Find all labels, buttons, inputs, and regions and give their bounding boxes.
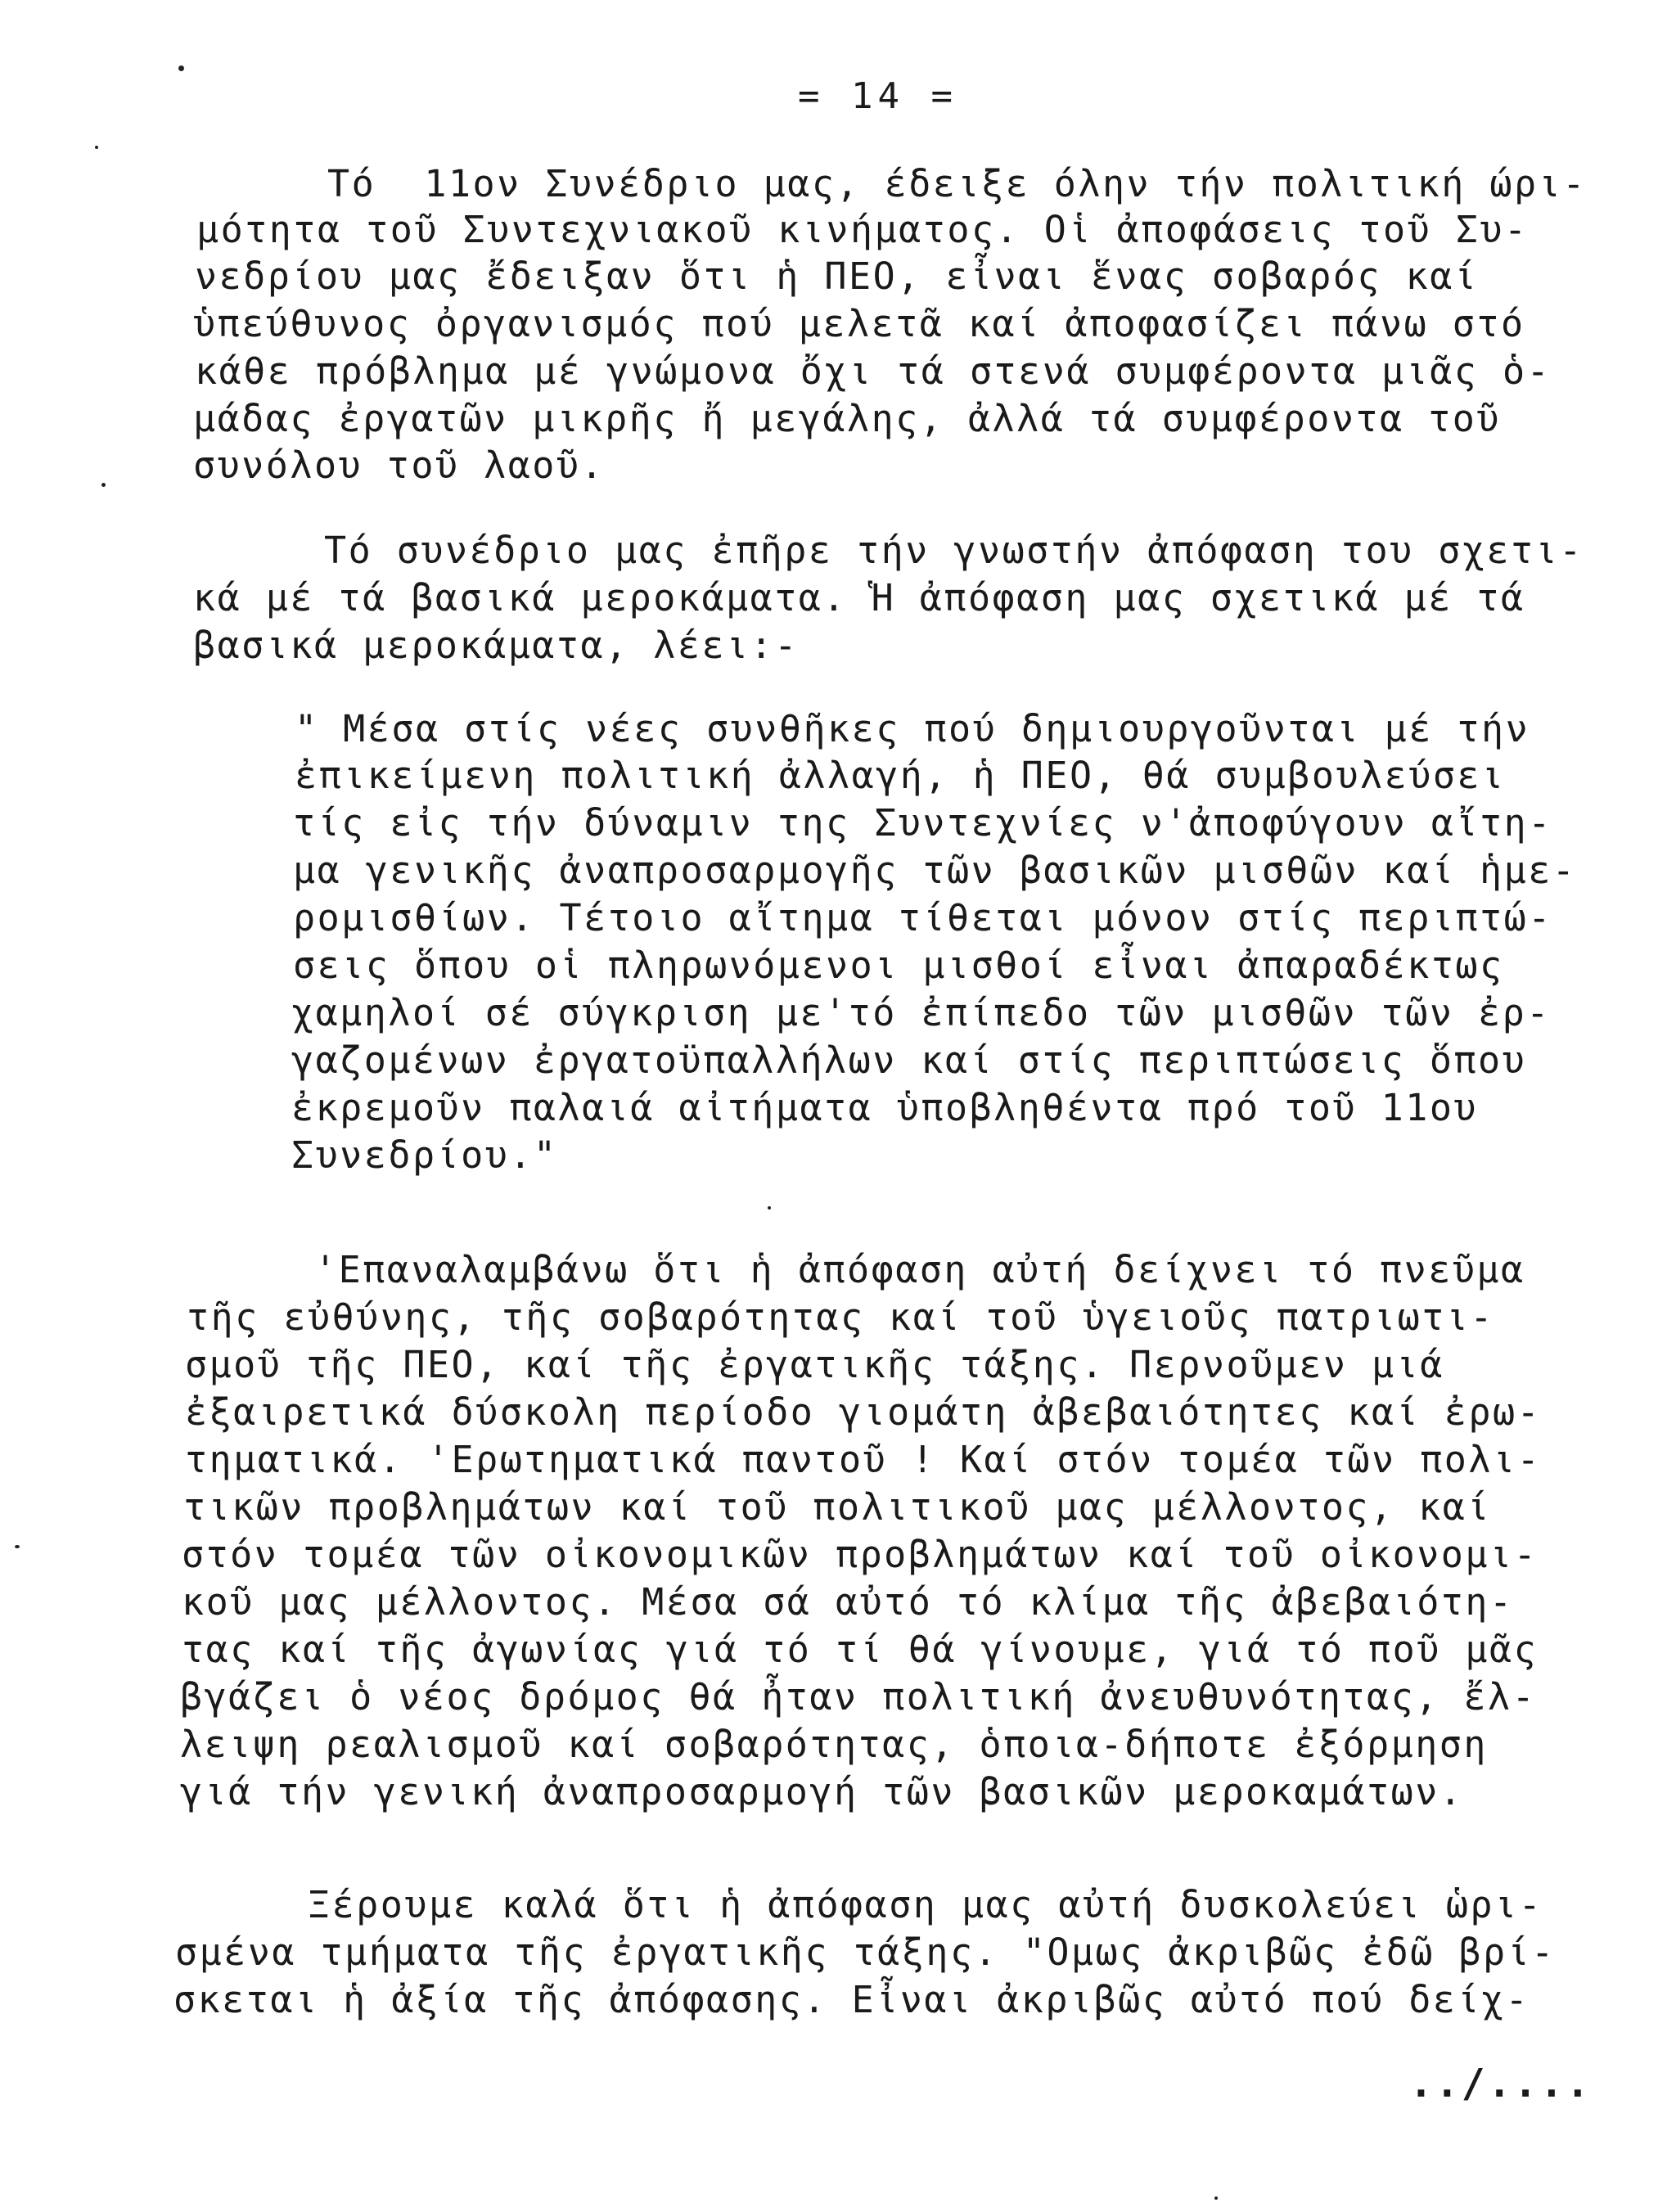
text-line: βγάζει ὁ νέος δρόμος θά ἦταν πολιτική ἀνευθυνότητας, ἔλ- xyxy=(180,1675,1537,1719)
continuation-mark: ../.... xyxy=(1409,2061,1593,2106)
text-line: σκεται ἡ ἀξία τῆς ἀπόφασης. Εἶναι ἀκριβῶς αὐτό πού δείχ- xyxy=(173,1978,1530,2021)
text-line: ὑπεύθυνος ὀργανισμός πού μελετᾶ καί ἀποφασίζει πάνω στό xyxy=(193,302,1525,345)
text-line: Ξέρουμε καλά ὅτι ἡ ἀπόφαση μας αὐτή δυσκολεύει ὡρι- xyxy=(308,1883,1543,1926)
text-line: σμοῦ τῆς ΠΕΟ, καί τῆς ἐργατικῆς τάξης. Περνοῦμεν μιά xyxy=(185,1343,1444,1386)
text-line: μότητα τοῦ Συντεχνιακοῦ κινήματος. Οἱ ἀποφάσεις τοῦ Συ- xyxy=(196,208,1529,251)
text-line: ρομισθίων. Τέτοιο αἴτημα τίθεται μόνον στίς περιπτώ- xyxy=(293,896,1552,939)
scan-speck xyxy=(768,1206,771,1210)
scan-speck xyxy=(178,65,184,71)
text-line: ἐξαιρετικά δύσκολη περίοδο γιομάτη ἀβεβαιότητες καί ἐρω- xyxy=(185,1390,1542,1434)
text-line: τικῶν προβλημάτων καί τοῦ πολιτικοῦ μας μέλλοντος, καί xyxy=(183,1485,1491,1529)
text-line: συνόλου τοῦ λαοῦ. xyxy=(193,444,606,487)
text-line: τας καί τῆς ἀγωνίας γιά τό τί θά γίνουμε, γιά τό ποῦ μᾶς xyxy=(182,1628,1539,1671)
text-line: λειψη ρεαλισμοῦ καί σοβαρότητας, ὁποια-δήποτε ἐξόρμηση xyxy=(180,1723,1488,1766)
text-line: τηματικά. 'Ερωτηματικά παντοῦ ! Καί στόν τομέα τῶν πολι- xyxy=(185,1438,1542,1481)
text-line: μα γενικῆς ἀναπροσαρμογῆς τῶν βασικῶν μισθῶν καί ἡμε- xyxy=(293,849,1577,892)
scan-speck xyxy=(95,146,98,149)
text-line: κοῦ μας μέλλοντος. Μέσα σά αὐτό τό κλίμα τῆς ἀβεβαιότη- xyxy=(182,1580,1514,1624)
text-line: Τό συνέδριο μας ἐπῆρε τήν γνωστήν ἀπόφαση του σχετι- xyxy=(324,529,1584,572)
text-line: βασικά μεροκάματα, λέει:- xyxy=(193,624,799,667)
scan-speck xyxy=(1214,2196,1218,2200)
text-line: γιά τήν γενική ἀναπροσαρμογή τῶν βασικῶν μεροκαμάτων. xyxy=(180,1770,1464,1813)
scan-speck xyxy=(101,483,106,487)
text-line: Συνεδρίου." xyxy=(291,1133,558,1177)
text-line: γαζομένων ἐργατοϋπαλλήλων καί στίς περιπτώσεις ὅπου xyxy=(291,1038,1527,1082)
text-line: σεις ὅπου οἱ πληρωνόμενοι μισθοί εἶναι ἀπαραδέκτως xyxy=(293,944,1504,987)
text-line: χαμηλοί σέ σύγκριση με'τό ἐπίπεδο τῶν μισθῶν τῶν ἐρ- xyxy=(291,991,1551,1034)
text-line: μάδας ἐργατῶν μικρῆς ἤ μεγάλης, ἀλλά τά συμφέροντα τοῦ xyxy=(193,397,1501,440)
text-line: ἐπικείμενη πολιτική ἀλλαγή, ἡ ΠΕΟ, θά συμβουλεύσει xyxy=(295,754,1506,797)
scan-speck xyxy=(15,1545,20,1548)
text-line: σμένα τμήματα τῆς ἐργατικῆς τάξης. "Ομως ἀκριβῶς ἐδῶ βρί- xyxy=(175,1930,1556,1974)
text-line: στόν τομέα τῶν οἰκονομικῶν προβλημάτων καί τοῦ οἰκονομι- xyxy=(182,1533,1539,1576)
text-line: " Μέσα στίς νέες συνθῆκες πού δημιουργοῦνται μέ τήν xyxy=(295,707,1530,750)
text-line: Τό 11ον Συνέδριο μας, έδειξε όλην τήν πολιτική ώρι- xyxy=(327,162,1587,205)
text-line: νεδρίου μας ἔδειξαν ὅτι ἡ ΠΕΟ, εἶναι ἕνας σοβαρός καί xyxy=(195,255,1479,298)
text-line: 'Επαναλαμβάνω ὅτι ἡ ἀπόφαση αὐτή δείχνει τό πνεῦμα xyxy=(314,1248,1525,1291)
text-line: τίς εἰς τήν δύναμιν της Συντεχνίες ν'ἀποφύγουν αἴτη- xyxy=(293,801,1552,845)
text-line: κάθε πρόβλημα μέ γνώμονα ὄχι τά στενά συμφέροντα μιᾶς ὁ- xyxy=(195,349,1552,393)
page-number: = 14 = xyxy=(798,75,957,117)
text-line: τῆς εὐθύνης, τῆς σοβαρότητας καί τοῦ ὑγειοῦς πατριωτι- xyxy=(187,1295,1494,1339)
text-line: ἐκρεμοῦν παλαιά αἰτήματα ὑποβληθέντα πρό τοῦ 11ου xyxy=(291,1086,1479,1129)
text-line: κά μέ τά βασικά μεροκάματα. Ἡ ἀπόφαση μας σχετικά μέ τά xyxy=(193,576,1525,619)
